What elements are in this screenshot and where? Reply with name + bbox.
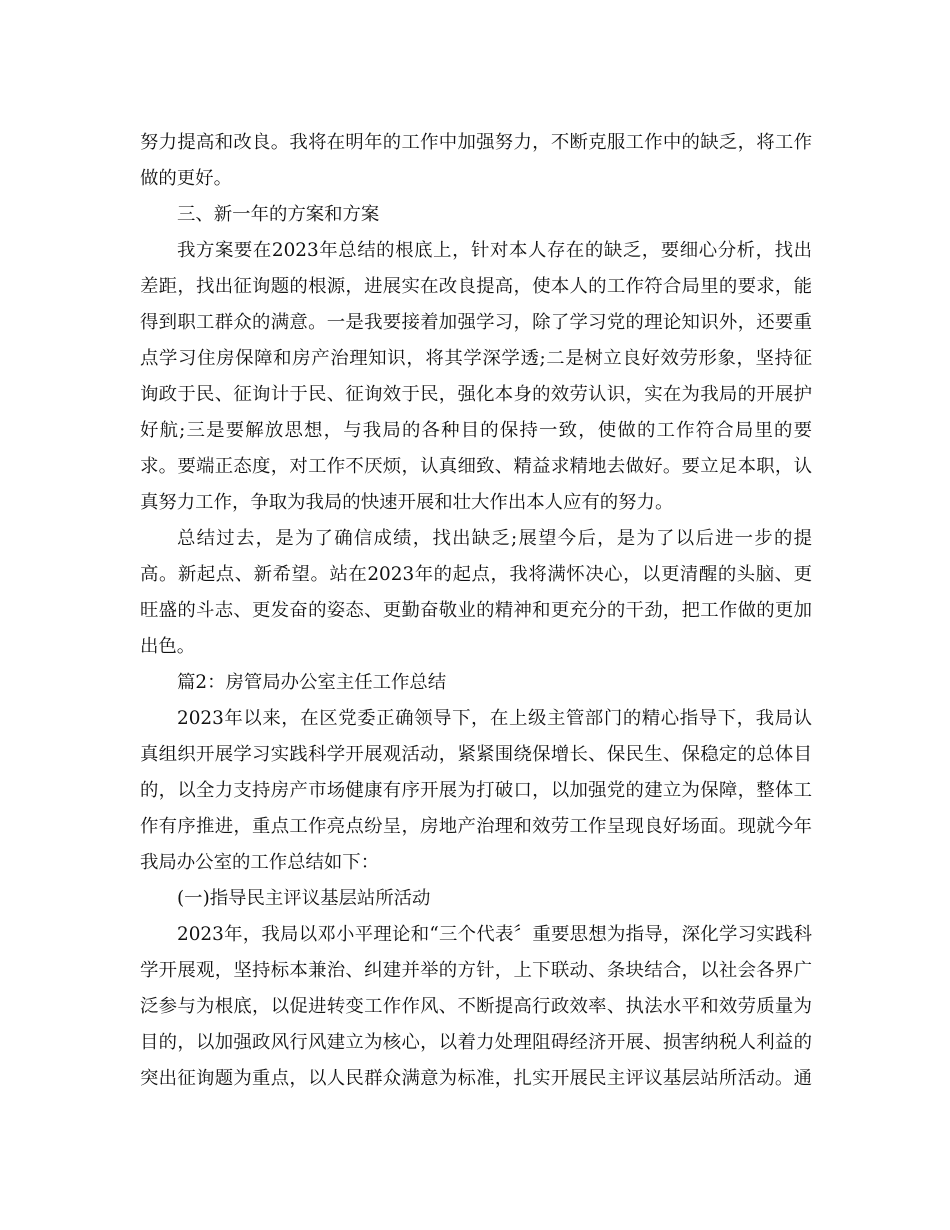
text-line: 2023年以来，在区党委正确领导下，在上级主管部门的精心指导下，我局认 <box>177 708 812 729</box>
text-line: 的，以全力支持房产市场健康有序开展为打破口，以加强党的建立为保障，整体工 <box>140 780 812 801</box>
section-heading: 三、新一年的方案和方案 <box>177 204 380 225</box>
section-heading: 篇2：房管局办公室主任工作总结 <box>177 672 447 693</box>
text-line: 出色。 <box>140 636 196 657</box>
text-line: 总结过去，是为了确信成绩，找出缺乏;展望今后，是为了以后进一步的提 <box>177 528 812 549</box>
text-line: 点学习住房保障和房产治理知识，将其学深学透;二是树立良好效劳形象，坚持征 <box>140 348 812 369</box>
text-line: 泛参与为根底，以促进转变工作作风、不断提高行政效率、执法水平和效劳质量为 <box>140 996 812 1017</box>
text-line: 努力提高和改良。我将在明年的工作中加强努力，不断克服工作中的缺乏，将工作 <box>140 132 812 153</box>
text-line: 询政于民、征询计于民、征询效于民，强化本身的效劳认识，实在为我局的开展护 <box>140 384 812 405</box>
text-line: 好航;三是要解放思想，与我局的各种目的保持一致，使做的工作符合局里的要 <box>140 420 812 441</box>
section-heading: (一)指导民主评议基层站所活动 <box>177 888 431 909</box>
text-line: 真努力工作，争取为我局的快速开展和壮大作出本人应有的努力。 <box>140 492 674 513</box>
text-line: 突出征询题为重点，以人民群众满意为标准，扎实开展民主评议基层站所活动。通 <box>140 1068 812 1089</box>
text-line: 学开展观，坚持标本兼治、纠建并举的方针，上下联动、条块结合，以社会各界广 <box>140 960 812 981</box>
text-line: 作有序推进，重点工作亮点纷呈，房地产治理和效劳工作呈现良好场面。现就今年 <box>140 816 812 837</box>
text-line: 得到职工群众的满意。一是我要接着加强学习，除了学习党的理论知识外，还要重 <box>140 312 812 333</box>
text-line: 目的，以加强政风行风建立为核心，以着力处理阻碍经济开展、损害纳税人利益的 <box>140 1032 812 1053</box>
text-line: 2023年，我局以邓小平理论和“三个代表〞重要思想为指导，深化学习实践科 <box>177 924 812 945</box>
text-line: 高。新起点、新希望。站在2023年的起点，我将满怀决心，以更清醒的头脑、更 <box>140 564 812 585</box>
text-line: 求。要端正态度，对工作不厌烦，认真细致、精益求精地去做好。要立足本职，认 <box>140 456 812 477</box>
text-line: 做的更好。 <box>140 168 232 189</box>
text-line: 差距，找出征询题的根源，进展实在改良提高，使本人的工作符合局里的要求，能 <box>140 276 812 297</box>
text-line: 真组织开展学习实践科学开展观活动，紧紧围绕保增长、保民生、保稳定的总体目 <box>140 744 812 765</box>
text-line: 我局办公室的工作总结如下： <box>140 852 380 873</box>
text-line: 我方案要在2023年总结的根底上，针对本人存在的缺乏，要细心分析，找出 <box>177 240 812 261</box>
text-line: 旺盛的斗志、更发奋的姿态、更勤奋敬业的精神和更充分的干劲，把工作做的更加 <box>140 600 812 621</box>
